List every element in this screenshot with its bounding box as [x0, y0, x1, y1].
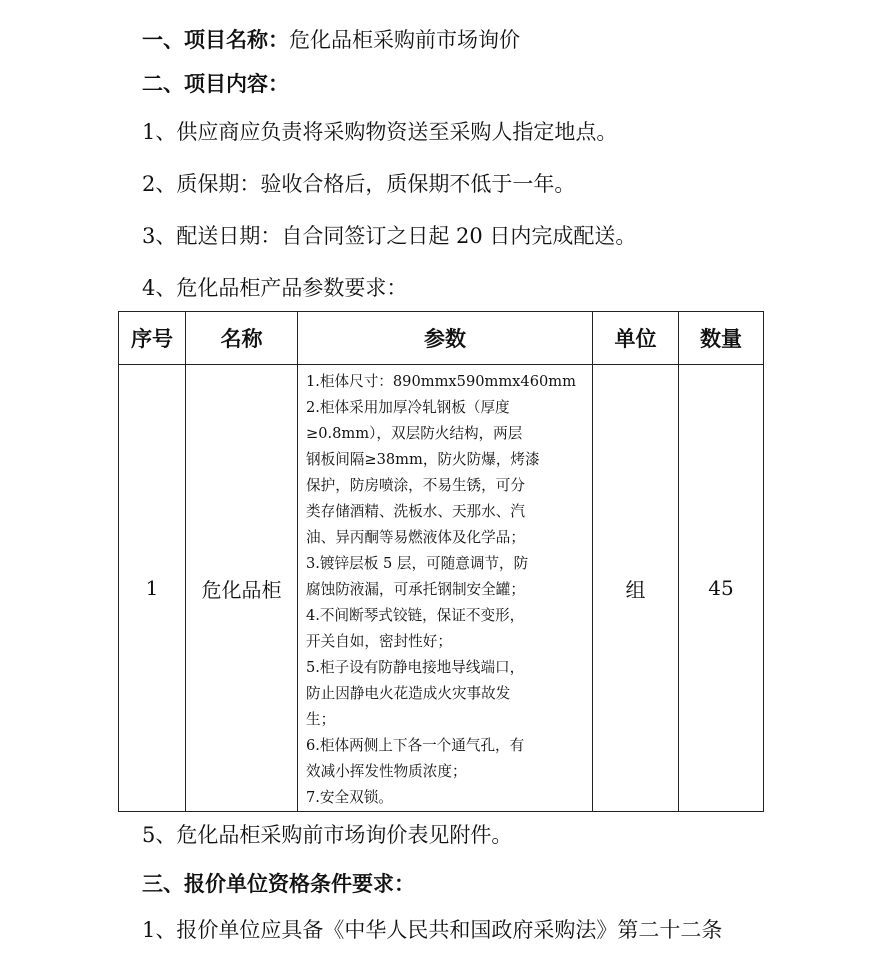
param-line: 防止因静电火花造成火灾事故发 [306, 685, 511, 702]
section2-heading: 二、项目内容： [142, 72, 289, 96]
header-index: 序号 [119, 312, 186, 365]
cell-index: 1 [119, 365, 186, 812]
header-name: 名称 [186, 312, 298, 365]
param-line: 开关自如，密封性好； [306, 633, 452, 650]
section1-heading: 一、项目名称： [142, 28, 289, 52]
param-line: 生； [306, 711, 336, 728]
param-line: ≥0.8mm），双层防火结构，两层 [306, 425, 523, 442]
item-3: 3、配送日期：自合同签订之日起 20 日内完成配送。 [142, 224, 637, 248]
header-unit: 单位 [593, 312, 679, 365]
param-line: 腐蚀防液漏，可承托钢制安全罐； [306, 581, 525, 598]
table-header-row [119, 312, 764, 365]
cell-name: 危化品柜 [186, 365, 298, 812]
section3-heading: 三、报价单位资格条件要求： [142, 872, 415, 896]
cell-quantity: 45 [679, 365, 764, 812]
param-line: 钢板间隔≥38mm，防火防爆，烤漆 [306, 451, 540, 468]
item-2: 2、质保期：验收合格后，质保期不低于一年。 [142, 172, 576, 196]
item-5: 5、危化品柜采购前市场询价表见附件。 [142, 823, 513, 847]
param-line: 类存储酒精、洗板水、天那水、汽 [306, 503, 525, 520]
param-line: 5.柜子设有防静电接地导线端口， [306, 659, 525, 676]
param-line: 4.不间断琴式铰链，保证不变形， [306, 607, 525, 624]
cell-unit: 组 [593, 365, 679, 812]
param-line: 1.柜体尺寸：890mmx590mmx460mm [306, 373, 576, 390]
param-line: 3.镀锌层板 5 层，可随意调节，防 [306, 555, 529, 572]
item-4: 4、危化品柜产品参数要求： [142, 276, 408, 300]
spec-table [118, 311, 764, 812]
param-line: 7.安全双锁。 [306, 789, 393, 806]
param-line: 2.柜体采用加厚冷轧钢板（厚度 [306, 399, 510, 416]
item-1: 1、供应商应负责将采购物资送至采购人指定地点。 [142, 120, 618, 144]
section3-item-1: 1、报价单位应具备《中华人民共和国政府采购法》第二十二条 [142, 918, 723, 942]
header-quantity: 数量 [679, 312, 764, 365]
table-row [119, 365, 764, 812]
header-params: 参数 [298, 312, 593, 365]
section1-text: 危化品柜采购前市场询价 [289, 28, 520, 52]
param-line: 油、异丙酮等易燃液体及化学品； [306, 529, 525, 546]
section1-line [142, 26, 520, 54]
param-line: 效减小挥发性物质浓度； [306, 763, 467, 780]
cell-params [298, 365, 593, 812]
param-line: 6.柜体两侧上下各一个通气孔，有 [306, 737, 525, 754]
param-line: 保护，防房喷涂，不易生锈，可分 [306, 477, 525, 494]
